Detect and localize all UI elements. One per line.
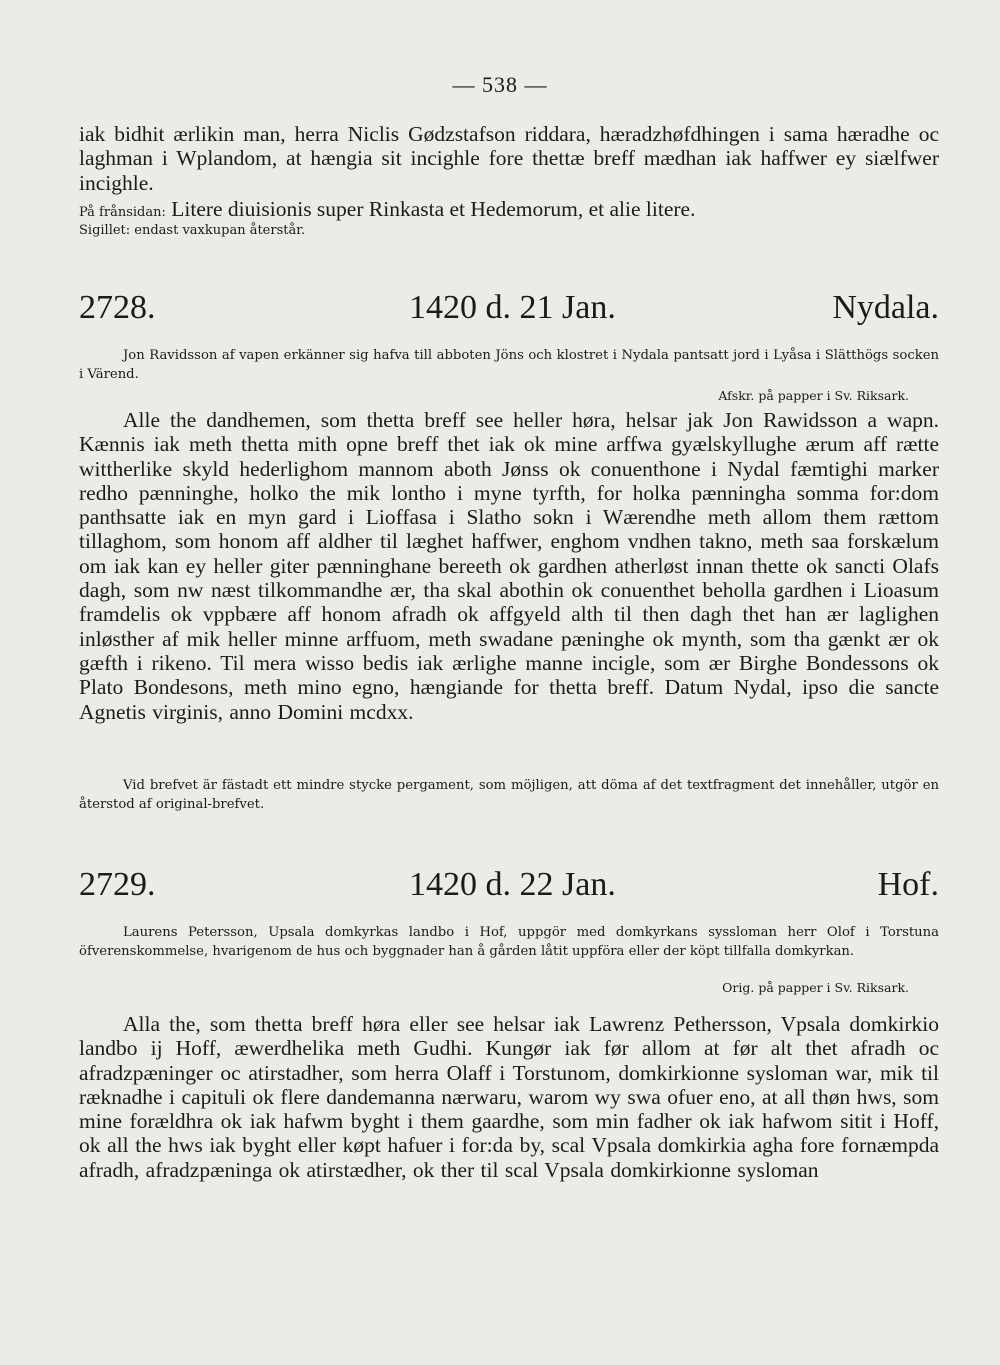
entry-2728-heading bbox=[79, 289, 939, 329]
entry-2728-source: Afskr. på papper i Sv. Riksark. bbox=[718, 388, 909, 403]
sigillet-note: Sigillet: endast vaxkupan återstår. bbox=[79, 223, 306, 238]
entry-2728-summary: Jon Ravidsson af vapen erkänner sig hafva till abboten Jöns och klostret i Nydala pantsatt jord i Lyåsa i Slätthögs socken i Värend. bbox=[79, 348, 939, 382]
entry-number: 2728. bbox=[79, 289, 156, 326]
entry-place: Nydala. bbox=[832, 289, 939, 326]
fransidan-label: På frånsidan: bbox=[79, 205, 166, 220]
entry-2729-text: Alla the, som thetta breff høra eller see helsar iak Lawrenz Pethersson, Vpsala domkirkio landbo ij Hoff, æwerdhelika meth Gudhi. Kungør iak før allom at før alt thet afradh oc afradzpæninger oc atirstadher, som herra Olaff i Torstunom, domkirkionne sysloman war, mik til ræknadhe i capituli ok flere dandemanna nærwaru, warom wy swa ofuer eno, at all thøn hws, som mine forældhra ok iak hafwm byght i them gaardhe, som min fadher ok iak hafwom sitit i Hoff, ok all the hws iak byght eller køpt hafuer i for:da by, scal Vpsala domkirkia agha fore fornæmpda afradh, afradzpæninga ok atirstædher, ok ther til scal Vpsala domkirkionne sysloman bbox=[79, 1012, 939, 1182]
entry-date: 1420 d. 21 Jan. bbox=[409, 289, 616, 326]
entry-2728-note: Vid brefvet är fästadt ett mindre stycke pergament, som möjligen, att döma af det textfragment det innehåller, utgör en återstod af original-brefvet. bbox=[79, 778, 939, 812]
fransidan-text: Litere diuisionis super Rinkasta et Hedemorum, et alie litere. bbox=[171, 197, 696, 221]
entry-place: Hof. bbox=[877, 866, 939, 903]
entry-date: 1420 d. 22 Jan. bbox=[409, 866, 616, 903]
continuation-text: iak bidhit ærlikin man, herra Niclis Gødzstafson riddara, hæradzhøfdhingen i sama hæradhe oc laghman i Wplandom, at hængia sit incighle fore thettæ breff mædhan iak haffwer ey siælfwer incighle. bbox=[79, 122, 939, 195]
entry-2728-text: Alle the dandhemen, som thetta breff see heller høra, helsar jak Jon Rawidsson a wapn. Kænnis iak meth thetta mith opne breff thet iak ok mine arffwa gyælskyllughe ærum aff rætte wittherlike skyld hederlighom mannom aboth Jønss ok conuenthone i Nydal fæmtighi marker redho pænninghe, holko the mik lontho i myne tyrfth, for holka pænningha somma for:dom panthsatte iak en myn gard i Lioffasa i Slatho sokn i Wærendhe meth allom them rættom tillaghom, som honom aff aldher til læghet haffwer, enghom vndhen takno, meth saa forskælum om iak kan ey heller giter pænninghane bereeth ok gardhen atherløst innan thette ok sancti Olafs dagh, som nw næst tilkommandhe ær, tha skal abothin ok conuenthet beholla gardhen i Lioasum framdelis ok vppbære aff honom afradh ok affgyeld alth til then dagh thet han ær laglighen inløsther af mik heller minne arffuom, meth swadane pæninghe ok mynth, som tha gænkt ær ok gæfth i rikeno. Til mera wisso bedis iak ærlighe manne incigle, som ær Birghe Bondessons ok Plato Bondesons, meth mino egno, hængiande for thetta breff. Datum Nydal, ipso die sancte Agnetis virginis, anno Domini mcdxx. bbox=[79, 408, 939, 724]
entry-2729-summary: Laurens Petersson, Upsala domkyrkas landbo i Hof, uppgör med domkyrkans syssloman herr Olof i Torstuna öfverenskommelse, hvarigenom de hus och byggnader han å gården låtit uppföra eller der köpt tillfalla domkyrkan. bbox=[79, 925, 939, 959]
entry-2729-heading bbox=[79, 866, 939, 906]
entry-2729-source: Orig. på papper i Sv. Riksark. bbox=[722, 980, 909, 995]
entry-number: 2729. bbox=[79, 866, 156, 903]
fransidan-note bbox=[79, 197, 939, 225]
page-number: — 538 — bbox=[452, 72, 548, 97]
